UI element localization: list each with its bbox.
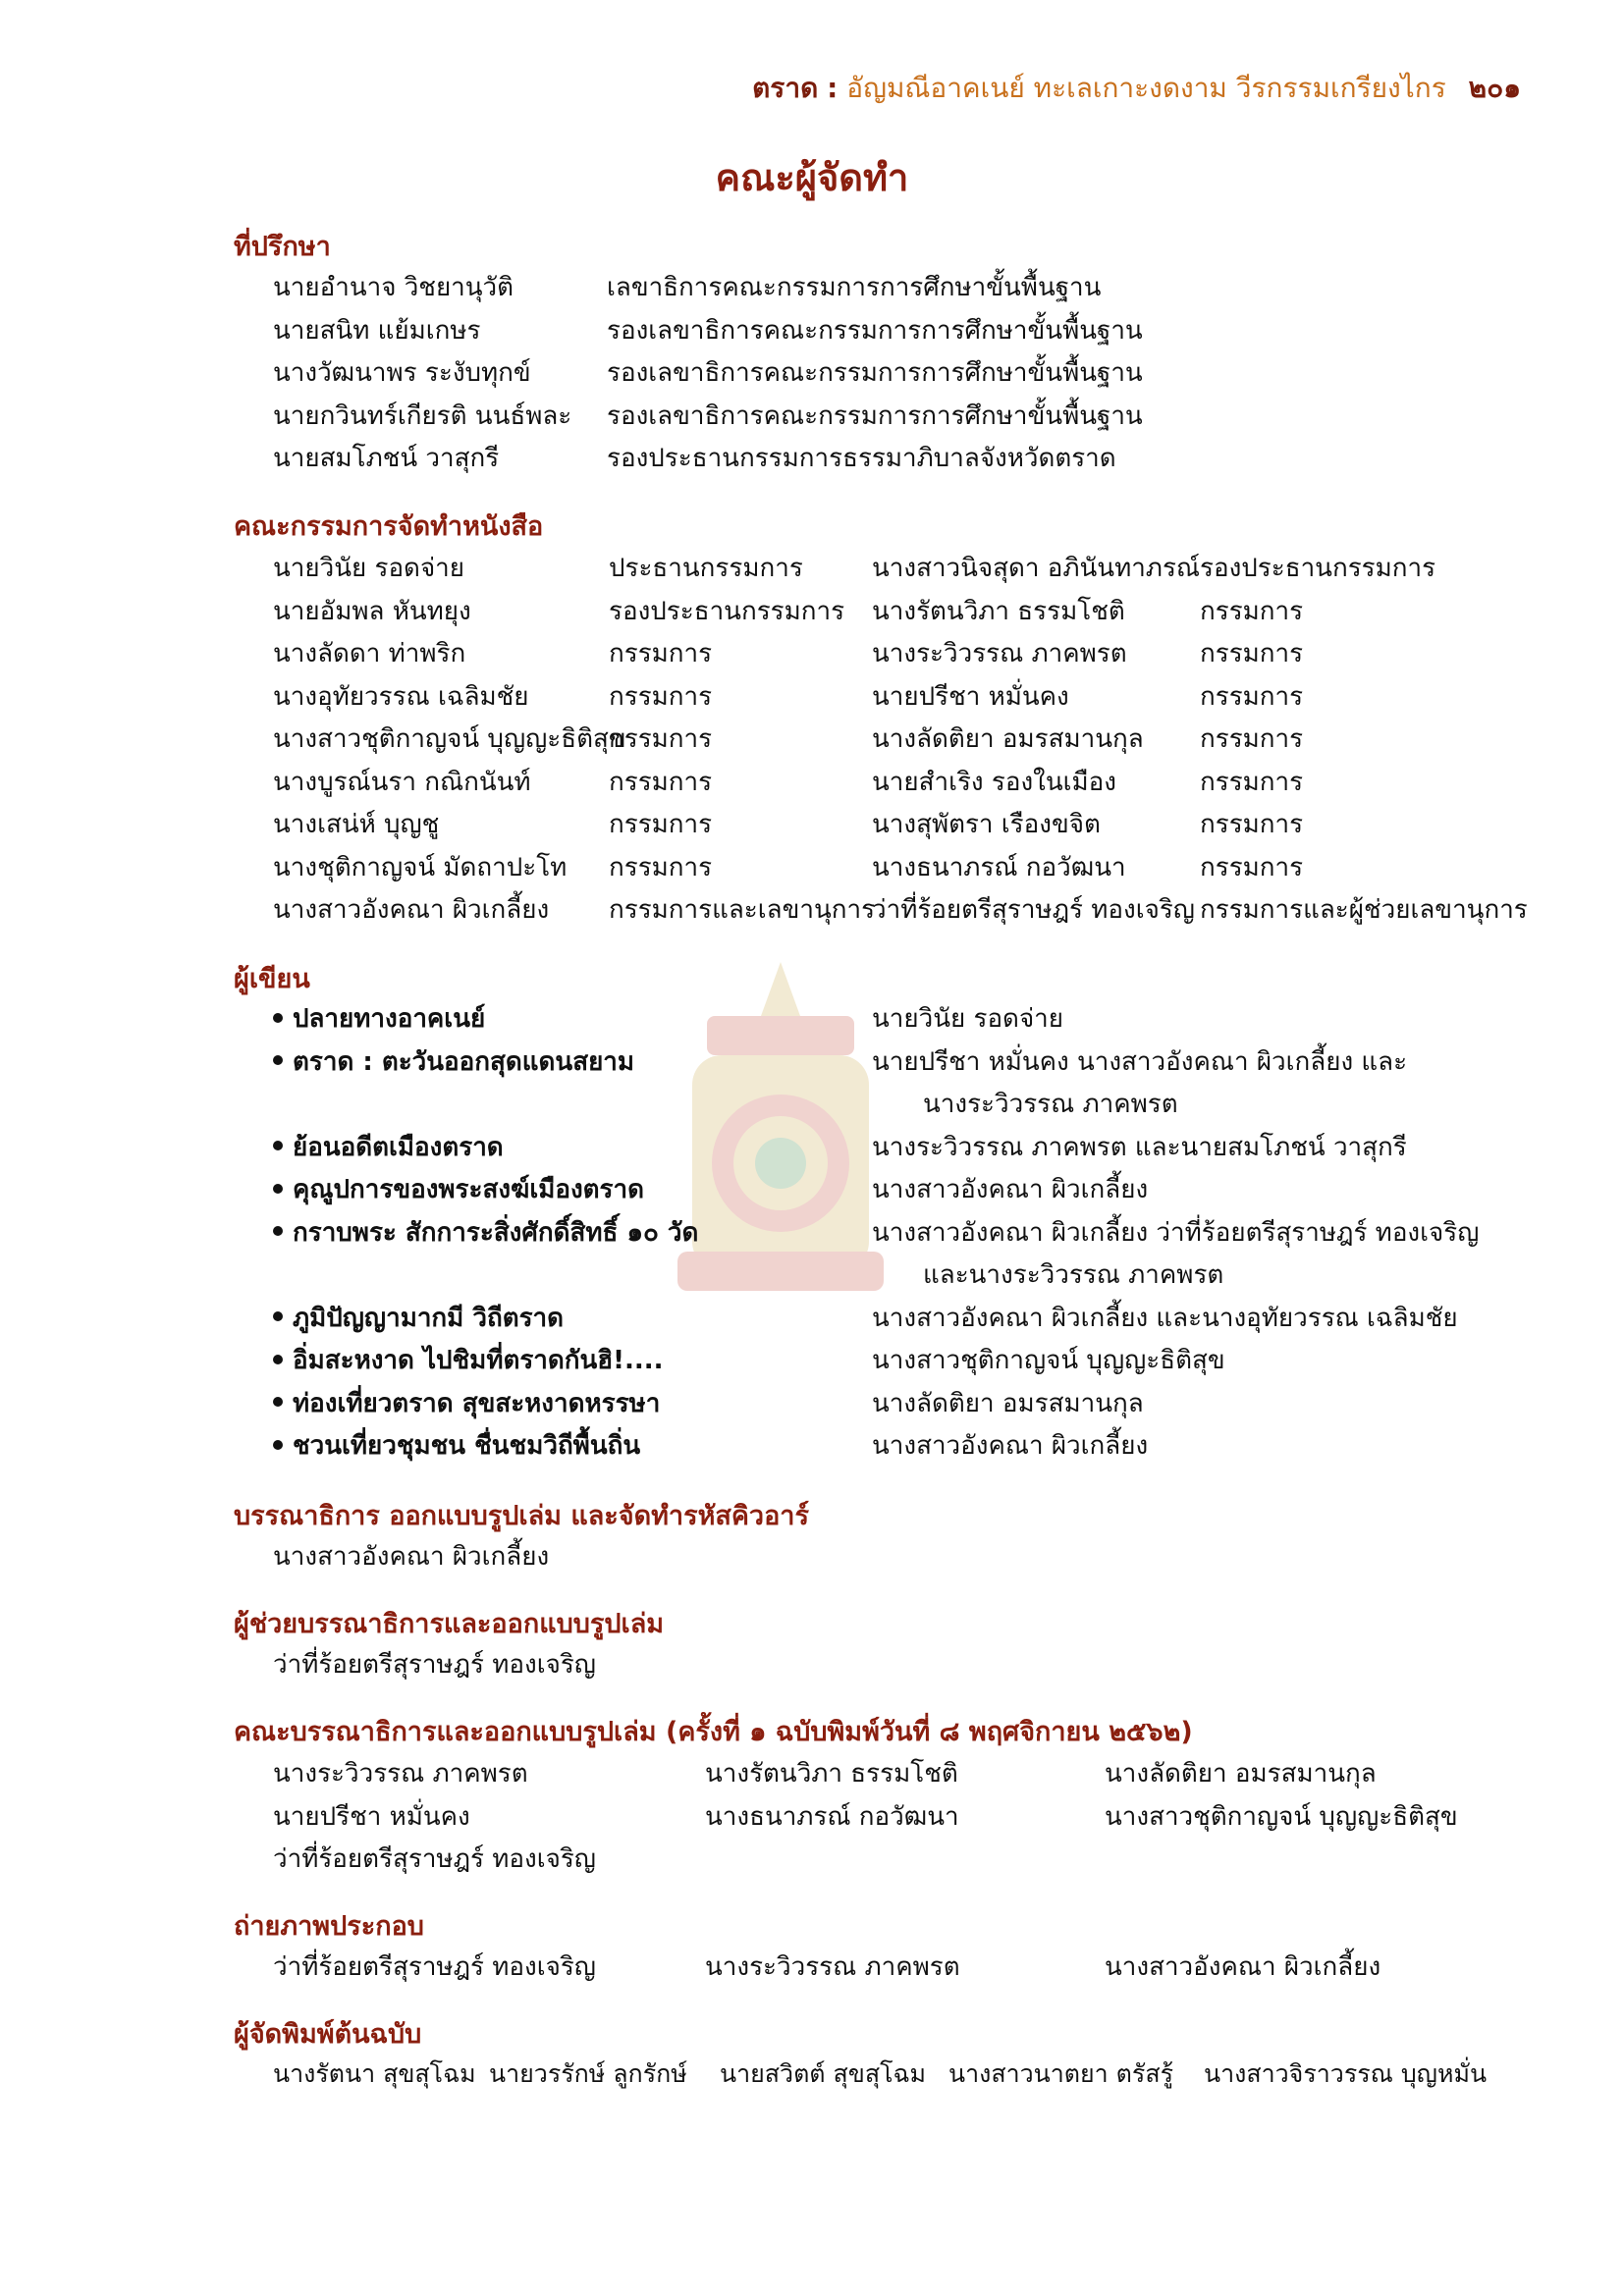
writer-article-title-text: กราบพระ สักการะสิ่งศักดิ์สิทธิ์ ๑๐ วัด — [293, 1217, 699, 1248]
editorial-board-member: นายปรีชา หมั่นคง — [273, 1801, 470, 1832]
bullet-icon — [273, 1440, 283, 1450]
writer-author: นางสาวอังคณา ผิวเกลี้ยง และนางอุทัยวรรณ เฉลิมชัย — [872, 1303, 1458, 1333]
printer-name: นายวรรักษ์ ลูกรักษ์ — [489, 2059, 687, 2088]
committee-member-role: กรรมการ — [609, 681, 713, 712]
editorial-board-member: นางสาวชุติกาญจน์ บุญญะธิติสุข — [1105, 1801, 1458, 1832]
committee-member-role: ประธานกรรมการ — [609, 554, 803, 583]
writer-article-title-text: อิ่มสะหงาด ไปชิมที่ตราดกันฮิ!.... — [293, 1346, 664, 1375]
writer-article-title-text: ท่องเที่ยวตราด สุขสะหงาดหรรษา — [293, 1388, 661, 1418]
advisor-name: นายสมโภชน์ วาสุกรี — [273, 444, 500, 473]
assistant-editor-name: ว่าที่ร้อยตรีสุราษฎร์ ทองเจริญ — [273, 1650, 596, 1680]
editorial-board-member: นางธนาภรณ์ กอวัฒนา — [705, 1801, 959, 1832]
advisor-role: รองเลขาธิการคณะกรรมการการศึกษาขั้นพื้นฐาน — [607, 315, 1143, 346]
committee-member-role: กรรมการ — [609, 852, 713, 882]
photographer-name: นางสาวอังคณา ผิวเกลี้ยง — [1105, 1952, 1381, 1982]
committee-member-name: นางสาวชุติกาญจน์ บุญญะธิติสุข — [273, 724, 626, 754]
committee-member-name: นางสุพัตรา เรืองขจิต — [872, 810, 1101, 839]
committee-member-role: รองประธานกรรมการ — [609, 596, 845, 626]
committee-member-role: กรรมการ — [609, 724, 713, 754]
editorial-board-member: ว่าที่ร้อยตรีสุราษฎร์ ทองเจริญ — [273, 1844, 596, 1874]
section-heading-advisors: ที่ปรึกษา — [234, 232, 331, 262]
writer-article-title — [273, 1425, 640, 1466]
committee-member-name: นางระวิวรรณ ภาคพรต — [872, 639, 1127, 668]
editorial-board-member: นางรัตนวิภา ธรรมโชติ — [705, 1759, 958, 1789]
committee-member-role: กรรมการ — [1200, 767, 1304, 797]
committee-member-role: กรรมการ — [609, 639, 713, 668]
section-heading-committee: คณะกรรมการจัดทำหนังสือ — [234, 511, 544, 542]
section-heading-assistant-editor: ผู้ช่วยบรรณาธิการและออกแบบรูปเล่ม — [234, 1609, 665, 1639]
printer-name: นางสาวจิราวรรณ บุญหมั่น — [1204, 2059, 1488, 2088]
writer-author: นางลัดติยา อมรสมานกุล — [872, 1388, 1144, 1418]
writer-article-title-text: ตราด : ตะวันออกสุดแดนสยาม — [293, 1046, 635, 1077]
printer-name: นางรัตนา สุขสุโฉม — [273, 2059, 476, 2088]
advisor-name: นางวัฒนาพร ระงับทุกข์ — [273, 358, 531, 388]
writer-article-title — [273, 1383, 660, 1423]
writer-author-continued: และนางระวิวรรณ ภาคพรต — [923, 1260, 1224, 1290]
committee-member-name: นางลัดติยา อมรสมานกุล — [872, 724, 1144, 754]
editorial-board-member: นางระวิวรรณ ภาคพรต — [273, 1759, 528, 1789]
section-heading-printers: ผู้จัดพิมพ์ต้นฉบับ — [234, 2019, 422, 2050]
committee-member-role: กรรมการ — [1200, 596, 1304, 626]
bullet-icon — [273, 1397, 283, 1407]
committee-member-name: นางลัดดา ท่าพริก — [273, 639, 466, 668]
bullet-icon — [273, 1055, 283, 1065]
section-heading-editorial-board: คณะบรรณาธิการและออกแบบรูปเล่ม (ครั้งที่ ๑ ฉบับพิมพ์วันที่ ๘ พฤศจิกายน ๒๕๖๒) — [234, 1717, 1193, 1747]
writer-article-title-text: ชวนเที่ยวชุมชน ชื่นชมวิถีพื้นถิ่น — [293, 1431, 641, 1461]
advisor-name: นายสนิท แย้มเกษร — [273, 315, 481, 346]
committee-member-name: นางธนาภรณ์ กอวัฒนา — [872, 852, 1126, 882]
committee-member-name: นางสาวนิจสุดา อภินันทาภรณ์ — [872, 554, 1201, 583]
committee-member-role: กรรมการ — [609, 810, 713, 839]
writer-author: นางสาวอังคณา ผิวเกลี้ยง — [872, 1431, 1149, 1461]
bullet-icon — [273, 1141, 283, 1150]
committee-member-name: นางเสน่ห์ บุญชู — [273, 810, 440, 839]
writer-author: นางสาวชุติกาญจน์ บุญญะธิติสุข — [872, 1346, 1225, 1375]
committee-member-name: นางอุทัยวรรณ เฉลิมชัย — [273, 681, 529, 712]
bullet-icon — [273, 1355, 283, 1364]
page-number: ๒๐๑ — [1468, 72, 1521, 104]
photographer-name: ว่าที่ร้อยตรีสุราษฎร์ ทองเจริญ — [273, 1952, 596, 1982]
advisor-name: นายกวินทร์เกียรติ นนธ์พละ — [273, 400, 572, 431]
running-header — [752, 67, 1521, 110]
writer-author: นางสาวอังคณา ผิวเกลี้ยง — [872, 1175, 1149, 1204]
writer-article-title — [273, 1169, 644, 1209]
bullet-icon — [273, 1226, 283, 1236]
writer-article-title — [273, 1340, 664, 1380]
committee-member-name: นางชุติกาญจน์ มัดถาปะโท — [273, 852, 568, 882]
writer-article-title — [273, 998, 485, 1039]
header-separator: : — [827, 72, 839, 104]
committee-member-name: นายสำเริง รองในเมือง — [872, 767, 1116, 797]
committee-member-name: นายปรีชา หมั่นคง — [872, 681, 1069, 712]
committee-member-role: กรรมการ — [1200, 724, 1304, 754]
writer-article-title — [273, 1041, 634, 1082]
bullet-icon — [273, 1013, 283, 1023]
writer-article-title — [273, 1212, 698, 1253]
page-title: คณะผู้จัดทำ — [715, 156, 909, 199]
committee-member-role: กรรมการและเลขานุการ — [609, 895, 876, 925]
committee-member-role: กรรมการ — [1200, 810, 1304, 839]
committee-member-role: กรรมการ — [1200, 852, 1304, 882]
section-heading-writers: ผู้เขียน — [234, 964, 310, 994]
committee-member-name: นายวินัย รอดจ่าย — [273, 554, 465, 583]
committee-member-name: นางสาวอังคณา ผิวเกลี้ยง — [273, 895, 550, 925]
writer-article-title-text: ภูมิปัญญามากมี วิถีตราด — [293, 1303, 565, 1333]
advisor-name: นายอำนาจ วิชยานุวัติ — [273, 273, 514, 302]
writer-author: นางระวิวรรณ ภาคพรต และนายสมโภชน์ วาสุกรี — [872, 1132, 1407, 1162]
writer-author: นายปรีชา หมั่นคง นางสาวอังคณา ผิวเกลี้ยง และ — [872, 1046, 1408, 1077]
writer-author: นายวินัย รอดจ่าย — [872, 1004, 1064, 1034]
advisor-role: รองประธานกรรมการธรรมาภิบาลจังหวัดตราด — [607, 444, 1116, 473]
emblem-watermark — [668, 957, 893, 1310]
committee-member-role: กรรมการ — [1200, 681, 1304, 712]
committee-member-name: นายอัมพล หันทยุง — [273, 596, 471, 626]
committee-member-name: นางรัตนวิภา ธรรมโชติ — [872, 596, 1125, 626]
bullet-icon — [273, 1311, 283, 1321]
advisor-role: รองเลขาธิการคณะกรรมการการศึกษาขั้นพื้นฐาน — [607, 358, 1143, 388]
bullet-icon — [273, 1184, 283, 1194]
header-province: ตราด — [752, 72, 819, 104]
editor-name: นางสาวอังคณา ผิวเกลี้ยง — [273, 1542, 550, 1572]
committee-member-role: กรรมการ — [1200, 639, 1304, 668]
advisor-role: เลขาธิการคณะกรรมการการศึกษาขั้นพื้นฐาน — [607, 273, 1102, 302]
writer-article-title — [273, 1298, 564, 1338]
committee-member-role: กรรมการและผู้ช่วยเลขานุการ — [1200, 895, 1528, 925]
advisor-role: รองเลขาธิการคณะกรรมการการศึกษาขั้นพื้นฐาน — [607, 400, 1143, 431]
writer-author: นางสาวอังคณา ผิวเกลี้ยง ว่าที่ร้อยตรีสุราษฎร์ ทองเจริญ — [872, 1217, 1480, 1248]
printer-name: นายสวิตต์ สุขสุโฉม — [720, 2059, 927, 2088]
section-heading-editor: บรรณาธิการ ออกแบบรูปเล่ม และจัดทำรหัสคิวอาร์ — [234, 1501, 809, 1531]
writer-article-title — [273, 1127, 504, 1167]
editorial-board-member: นางลัดติยา อมรสมานกุล — [1105, 1759, 1377, 1789]
committee-member-role: รองประธานกรรมการ — [1200, 554, 1436, 583]
committee-member-name: ว่าที่ร้อยตรีสุราษฎร์ ทองเจริญ — [872, 895, 1195, 925]
printer-name: นางสาวนาตยา ตรัสรู้ — [948, 2059, 1174, 2088]
section-heading-photography: ถ่ายภาพประกอบ — [234, 1911, 424, 1942]
committee-member-name: นางบูรณ์นรา กณิกนันท์ — [273, 767, 531, 797]
header-tagline: อัญมณีอาคเนย์ ทะเลเกาะงดงาม วีรกรรมเกรียงไกร — [846, 72, 1446, 104]
writer-article-title-text: คุณูปการของพระสงฆ์เมืองตราด — [293, 1175, 645, 1204]
photographer-name: นางระวิวรรณ ภาคพรต — [705, 1952, 960, 1982]
writer-author-continued: นางระวิวรรณ ภาคพรต — [923, 1090, 1178, 1119]
writer-article-title-text: ย้อนอดีตเมืองตราด — [293, 1132, 504, 1162]
committee-member-role: กรรมการ — [609, 767, 713, 797]
writer-article-title-text: ปลายทางอาคเนย์ — [293, 1004, 486, 1034]
